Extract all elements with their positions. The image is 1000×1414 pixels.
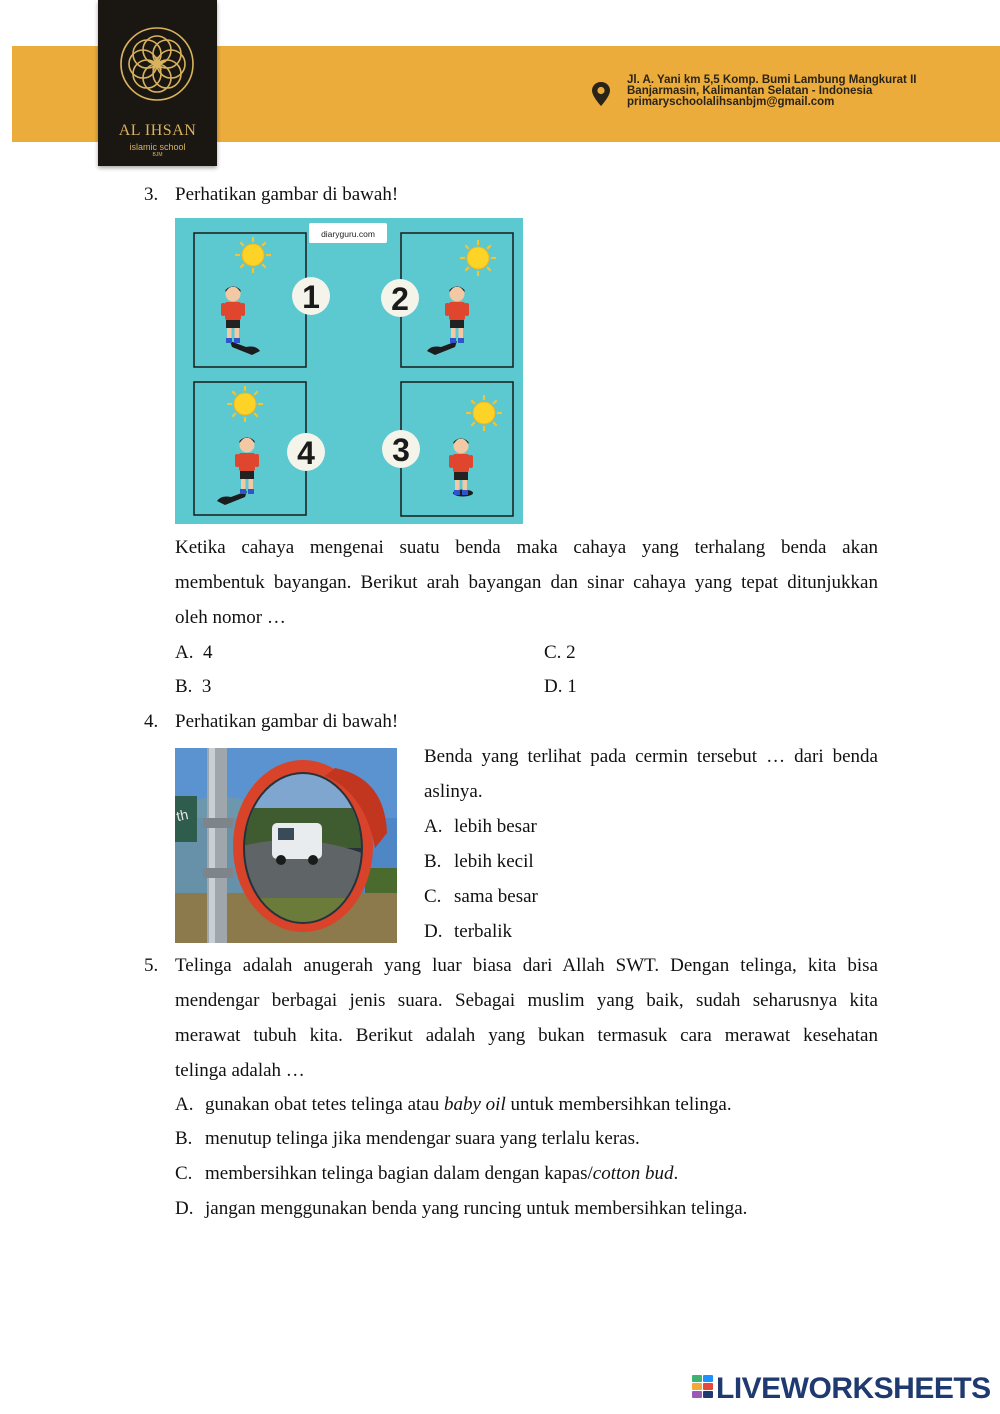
q3-option-c[interactable]: C. 2: [544, 642, 576, 663]
q5-line-4: telinga adalah …: [175, 1060, 305, 1081]
panel-label-4: 4: [297, 435, 315, 471]
q5-option-a-text: gunakan obat tetes telinga atau baby oil untuk membersihkan telinga.: [205, 1094, 732, 1115]
q5-option-a[interactable]: [175, 1094, 732, 1116]
q5-line-1: Telinga adalah anugerah yang luar biasa dari Allah SWT. Dengan telinga, kita bisa: [175, 955, 878, 976]
liveworksheets-brand[interactable]: LIVEWORKSHEETS: [716, 1372, 991, 1405]
q5-line-3: merawat tubuh kita. Berikut adalah yang bukan termasuk cara merawat kesehatan: [175, 1025, 878, 1046]
figure-watermark: diaryguru.com: [321, 229, 375, 239]
q4-option-c[interactable]: [424, 886, 538, 908]
convex-mirror-photo: [175, 748, 397, 943]
school-city: BJM: [152, 152, 163, 158]
q5-option-d-letter: D.: [175, 1198, 194, 1219]
address-line-1: Jl. A. Yani km 5,5 Komp. Bumi Lambung Mangkurat II: [627, 74, 917, 86]
liveworksheets-logo-icon: [692, 1375, 714, 1399]
q4-option-b-text: lebih kecil: [454, 851, 534, 872]
shadow-direction-figure: [175, 218, 523, 524]
panel-label-2: 2: [391, 281, 409, 317]
q3-option-b[interactable]: B. 3: [175, 676, 212, 697]
q5-option-d-text: jangan menggunakan benda yang runcing untuk membersihkan telinga.: [205, 1198, 748, 1219]
q5-option-d[interactable]: [175, 1198, 748, 1220]
q3-instruction: Perhatikan gambar di bawah!: [175, 184, 399, 205]
ornament-star-icon: [98, 0, 217, 120]
panel-label-3: 3: [392, 432, 410, 468]
q4-option-d-letter: D.: [424, 921, 443, 942]
q5-option-c-letter: C.: [175, 1163, 193, 1184]
q4-option-d-text: terbalik: [454, 921, 513, 942]
q4-instruction: Perhatikan gambar di bawah!: [175, 711, 399, 732]
panel-label-1: 1: [302, 279, 320, 315]
school-subtitle: islamic school: [129, 142, 186, 152]
q4-option-a[interactable]: [424, 816, 537, 838]
school-logo: [98, 0, 217, 166]
q3-option-d[interactable]: D. 1: [544, 676, 577, 697]
q3-number: 3.: [144, 184, 159, 205]
location-pin-icon: [591, 81, 611, 107]
address-line-2: Banjarmasin, Kalimantan Selatan - Indonesia: [627, 85, 873, 97]
q4-number: 4.: [144, 711, 159, 732]
q5-option-c[interactable]: [175, 1163, 679, 1185]
q4-option-c-letter: C.: [424, 886, 442, 907]
q4-option-b[interactable]: [424, 851, 534, 873]
q5-option-b-letter: B.: [175, 1128, 193, 1149]
school-email: primaryschoolalihsanbjm@gmail.com: [627, 96, 835, 108]
school-name: AL IHSAN: [118, 122, 197, 139]
q4-option-d[interactable]: [424, 921, 513, 943]
q3-text-line-1: Ketika cahaya mengenai suatu benda maka cahaya yang terhalang benda akan: [175, 537, 878, 558]
q3-text-line-2: membentuk bayangan. Berikut arah bayangan dan sinar cahaya yang tepat ditunjukkan: [175, 572, 878, 593]
q5-option-a-letter: A.: [175, 1094, 194, 1115]
q5-option-b-text: menutup telinga jika mendengar suara yang terlalu keras.: [205, 1128, 640, 1149]
q4-option-c-text: sama besar: [454, 886, 538, 907]
q4-question-line-1: Benda yang terlihat pada cermin tersebut … dari benda: [424, 746, 878, 767]
q3-option-a[interactable]: A. 4: [175, 642, 213, 663]
street-sign-text: th: [175, 806, 190, 825]
q5-option-c-text: membersihkan telinga bagian dalam dengan kapas/cotton bud.: [205, 1163, 679, 1184]
q3-text-line-3: oleh nomor …: [175, 607, 286, 628]
q5-number: 5.: [144, 955, 159, 976]
q4-option-b-letter: B.: [424, 851, 442, 872]
q5-option-b[interactable]: [175, 1128, 640, 1150]
q4-option-a-letter: A.: [424, 816, 443, 837]
q4-option-a-text: lebih besar: [454, 816, 537, 837]
school-address: [627, 75, 916, 108]
q5-line-2: mendengar berbagai jenis suara. Sebagai muslim yang baik, sudah seharusnya kita: [175, 990, 878, 1011]
q4-question-line-2: aslinya.: [424, 781, 483, 802]
